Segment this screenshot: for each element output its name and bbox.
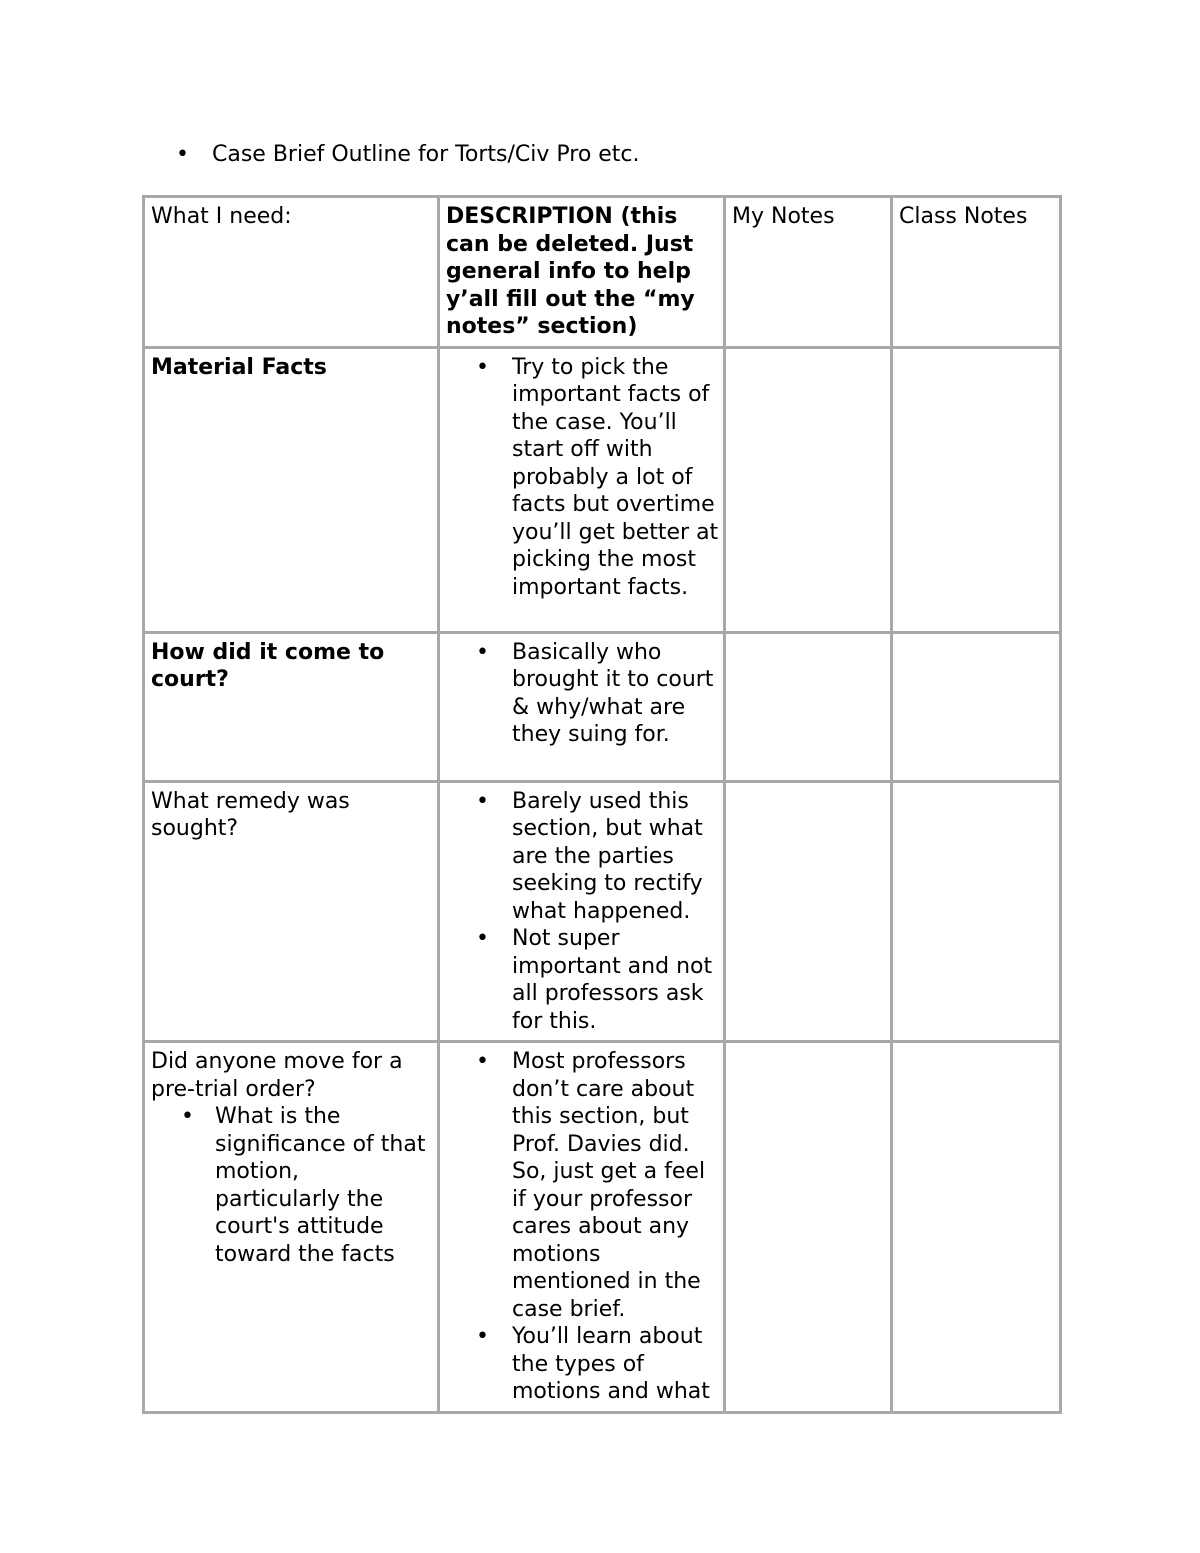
description-list — [446, 354, 723, 602]
need-cell: Material Facts — [144, 347, 439, 632]
description-bullet: • Basically who brought it to court & why/what are they suing for. — [446, 639, 723, 749]
need-sub-bullet: • What is the significance of that motion, particularly the court's attitude toward the facts — [151, 1103, 437, 1268]
description-cell — [439, 347, 725, 632]
case-brief-table — [142, 195, 1062, 1414]
table-row — [144, 781, 1061, 1042]
header-description: DESCRIPTION (this can be deleted. Just general info to help y’all fill out the “my notes” section) — [439, 197, 725, 348]
table-row — [144, 632, 1061, 781]
description-bullet: • Barely used this section, but what are the parties seeking to rectify what happened. — [446, 788, 723, 926]
header-what-i-need: What I need: — [144, 197, 439, 348]
description-cell — [439, 781, 725, 1042]
table-row — [144, 1042, 1061, 1413]
description-list — [446, 1048, 723, 1406]
header-class-notes: Class Notes — [892, 197, 1061, 348]
class-notes-cell[interactable] — [892, 632, 1061, 781]
my-notes-cell[interactable] — [725, 632, 892, 781]
class-notes-cell[interactable] — [892, 1042, 1061, 1413]
description-cell — [439, 632, 725, 781]
need-sub-list — [151, 1103, 437, 1268]
need-text: Did anyone move for a pre-trial order? — [151, 1049, 403, 1102]
my-notes-cell[interactable] — [725, 1042, 892, 1413]
description-cell — [439, 1042, 725, 1413]
header-my-notes: My Notes — [725, 197, 892, 348]
header-row — [144, 197, 1061, 348]
title-text: Case Brief Outline for Torts/Civ Pro etc. — [212, 142, 640, 167]
title-bullet: • — [176, 142, 189, 167]
class-notes-cell[interactable] — [892, 347, 1061, 632]
description-bullet: • You’ll learn about the types of motions and what — [446, 1323, 723, 1406]
description-bullet: • Most professors don’t care about this section, but Prof. Davies did. So, just get a feel if your professor cares about any motions mentioned in the case brief. — [446, 1048, 723, 1323]
my-notes-cell[interactable] — [725, 347, 892, 632]
description-list — [446, 788, 723, 1036]
need-cell: What remedy was sought? — [144, 781, 439, 1042]
document-title — [176, 140, 640, 170]
description-bullet: • Try to pick the important facts of the case. You’ll start off with probably a lot of facts but overtime you’ll get better at picking the most important facts. — [446, 354, 723, 602]
description-list — [446, 639, 723, 749]
table-row — [144, 347, 1061, 632]
description-bullet: • Not super important and not all professors ask for this. — [446, 925, 723, 1035]
need-cell: How did it come to court? — [144, 632, 439, 781]
need-cell — [144, 1042, 439, 1413]
my-notes-cell[interactable] — [725, 781, 892, 1042]
class-notes-cell[interactable] — [892, 781, 1061, 1042]
